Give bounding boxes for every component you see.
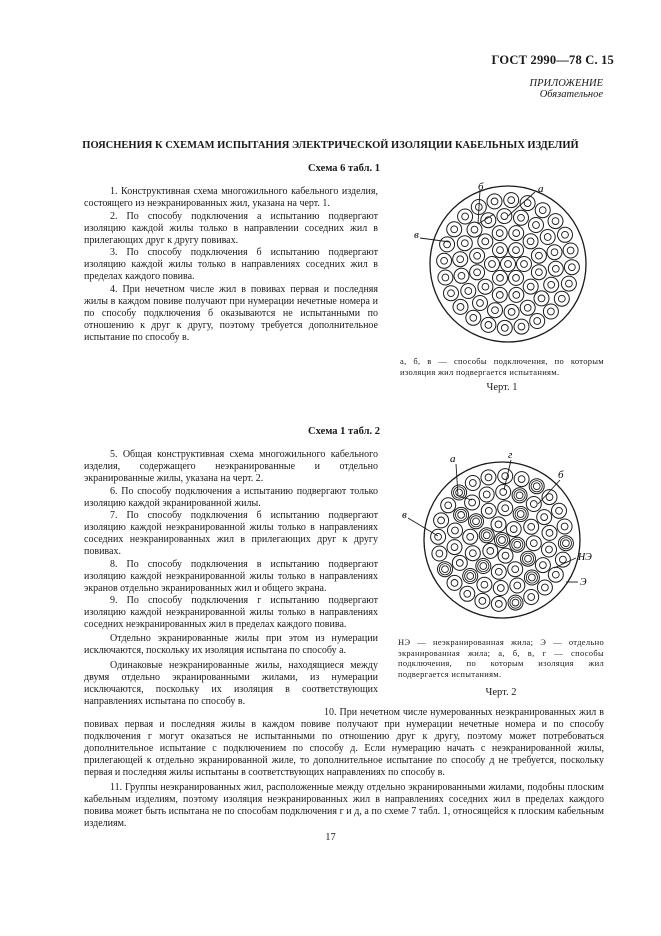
cable-core [493, 243, 508, 258]
section1-heading: Схема 6 табл. 1 [308, 163, 380, 174]
figure-2-name: Черт. 2 [485, 687, 517, 698]
fig2-label-a: а [450, 453, 456, 465]
cable-core-conductor [464, 590, 471, 597]
cable-core [548, 567, 563, 582]
cable-core-conductor [482, 283, 489, 290]
section2-paragraph-7: 7. По способу подключения б испытанию подвергают изоляцию каждой неэкранированной жилы только в направлениях соседних неэкранированных жил в прилегающих друг к другу повивах. [84, 510, 378, 557]
cable-core [542, 542, 557, 557]
cable-core-conductor [471, 226, 478, 233]
section1-text [84, 186, 378, 344]
section2-text [84, 449, 378, 709]
cable-core-conductor [495, 601, 502, 608]
cable-core [542, 525, 557, 540]
cable-core-conductor [458, 272, 465, 279]
cable-core [461, 284, 476, 299]
cable-core-conductor [525, 555, 532, 562]
paragraph-11: 11. Группы неэкранированных жил, расположенные между отдельно экранированными жилами, подобны плоским кабельным изделиям, поэтому изоляция неэкранированных жил в направлениях соседних жил в пределах каждого повива может быть испытана не по способам подключения г и д, а по схеме 7 табл. 1, относящейся к плоским кабельным изделиям. [84, 782, 604, 829]
cable-core-conductor [495, 568, 502, 575]
cable-core [497, 209, 512, 224]
cable-core [537, 510, 552, 525]
cable-core-conductor [491, 198, 498, 205]
cable-core [478, 279, 493, 294]
section2-paragraph-excluded: Отдельно экранированные жилы при этом из нумерации исключаются, поскольку их изоляция испытана по способу а. [84, 633, 378, 656]
cable-core [510, 578, 525, 593]
cable-core [524, 590, 539, 605]
cable-core-conductor [512, 599, 519, 606]
cable-core-conductor [513, 230, 520, 237]
cable-core-conductor [438, 517, 445, 524]
section1-paragraph-4: 4. При нечетном числе жил в повивах первая и последняя жилы в каждом повиве получают при нумерации нечетные номера и по способу подключения б оказываются не испытанными по отношению к друг к другу, поэтому требуется дополнительное испытание по способу в. [84, 283, 378, 343]
cable-core-conductor [563, 540, 570, 547]
cable-core-conductor [442, 566, 449, 573]
cable-core-conductor [500, 489, 507, 496]
cable-core [452, 555, 467, 570]
cable-core-shield [510, 597, 521, 608]
cable-core-conductor [462, 213, 469, 220]
appendix-label [530, 78, 604, 100]
paragraph-10: 10. При нечетном числе нумерованных неэкранированных жил в повивах первая и последняя жилы в каждом повиве получают при нумерации нечетные номера и по способу подключения г могут оказаться не испытанными по отношению друг к другу, поэтому может потребоваться дополнительное испытание с подключением по способу д. Если нумерацию начать с неэкранированной жилы, прилегающей к отдельно экранированной жиле, то дополнительное испытание по способу д не требуется, поскольку первая и последняя жилы испытаны в соответствующих направлениях по способу в. [84, 707, 604, 778]
cable-core [440, 237, 455, 252]
cable-core-conductor [548, 308, 555, 315]
cable-core [509, 226, 524, 241]
cable-core [481, 503, 496, 518]
cable-core [520, 300, 535, 315]
cable-core-conductor [502, 505, 509, 512]
cable-core-conductor [514, 541, 521, 548]
cable-core-shield [478, 560, 489, 571]
cable-core [492, 226, 507, 241]
cable-core [497, 320, 512, 335]
fig2-label-g: г [508, 449, 513, 461]
cable-core-conductor [529, 574, 536, 581]
cable-core [517, 257, 532, 272]
cable-core-conductor [501, 325, 508, 332]
cable-core [481, 317, 496, 332]
cable-core [548, 214, 563, 229]
section2-paragraph-5: 5. Общая конструктивная схема многожильного кабельного изделия, содержащего неэкранированные и отдельно экранированные жилы, указана на черт. 2. [84, 449, 378, 484]
cable-core-conductor [533, 222, 540, 229]
cable-core [448, 523, 463, 538]
cable-core-conductor [518, 214, 525, 221]
cable-core-conductor [528, 523, 535, 530]
cable-core-conductor [499, 537, 506, 544]
cable-core-conductor [497, 585, 504, 592]
cable-core-conductor [546, 546, 553, 553]
cable-core-conductor [502, 552, 509, 559]
cable-core-conductor [505, 261, 512, 268]
cable-core [498, 501, 513, 516]
section1-paragraph-3: 3. По способу подключения б испытанию подвергают изоляцию каждой жилы только в направлениях соседних жил в пределах каждого повива. [84, 247, 378, 282]
cable-core-conductor [467, 533, 474, 540]
cable-core [479, 487, 494, 502]
cable-core-conductor [461, 240, 468, 247]
cable-core-conductor [516, 492, 523, 499]
appendix-subtitle: Обязательное [539, 89, 603, 100]
cable-core-conductor [527, 238, 534, 245]
cable-core [514, 319, 529, 334]
cable-core [535, 558, 550, 573]
cable-core-shield [470, 516, 481, 527]
cable-core-conductor [469, 550, 476, 557]
cable-core [475, 593, 490, 608]
cable-core [540, 230, 555, 245]
cable-core-conductor [451, 544, 458, 551]
cable-core [526, 536, 541, 551]
cable-core-conductor [539, 207, 546, 214]
cable-core [561, 276, 576, 291]
cable-core [470, 248, 485, 263]
cable-core-shield [522, 553, 533, 564]
cable-core [509, 243, 524, 258]
cable-core [506, 522, 521, 537]
cable-core-conductor [546, 530, 553, 537]
cable-core [493, 581, 508, 596]
cable-core [488, 303, 503, 318]
cable-core [458, 209, 473, 224]
cable-core-conductor [497, 275, 504, 282]
cable-core-conductor [457, 304, 464, 311]
cable-core-conductor [566, 280, 573, 287]
cable-core [509, 270, 524, 285]
cable-core [557, 519, 572, 534]
cable-core [514, 472, 529, 487]
cable-core [498, 469, 513, 484]
cable-core [457, 236, 472, 251]
cable-core-conductor [485, 322, 492, 329]
cable-core-shield [560, 538, 571, 549]
fig2-label-b: б [558, 469, 564, 481]
cable-core-conductor [508, 197, 515, 204]
cable-core-conductor [528, 594, 535, 601]
cable-core [514, 210, 529, 225]
cable-core-shield [481, 530, 492, 541]
section2-paragraph-6: 6. По способу подключения а испытанию подвергают только изоляцию каждой экранированной жилы. [84, 485, 378, 509]
section2-paragraph-identical: Одинаковые неэкранированные жилы, находящиеся между двумя отдельно экранированными жилами, из нумерации исключаются, поскольку их изоляция в соответствующих направлениях испытана по способу в. [84, 660, 378, 707]
cable-core-conductor [542, 584, 549, 591]
cable-core-conductor [556, 507, 563, 514]
fig1-label-v: в [414, 229, 419, 241]
cable-core-conductor [546, 494, 553, 501]
cable-core-conductor [448, 290, 455, 297]
cable-core [454, 268, 469, 283]
cable-core-shield [531, 481, 542, 492]
cable-core [543, 304, 558, 319]
cable-core-conductor [540, 562, 547, 569]
cable-core-conductor [534, 318, 541, 325]
cable-core-conductor [482, 238, 489, 245]
cable-core-conductor [562, 231, 569, 238]
cable-core-conductor [567, 247, 574, 254]
cable-core [552, 503, 567, 518]
cable-core [531, 265, 546, 280]
cable-core-conductor [480, 563, 487, 570]
figure-2-caption: НЭ — неэкранированная жила; Э — отдельно экранированная жила; а, б, в, г — способы подключения, по которым изоляция жил подвергается испытаниям. [398, 637, 604, 679]
cable-core-conductor [517, 511, 524, 518]
full-width-text [84, 707, 604, 831]
cable-core-conductor [473, 518, 480, 525]
cable-core-conductor [521, 261, 528, 268]
figure-1-name: Черт. 1 [486, 382, 518, 393]
cable-core-conductor [470, 314, 477, 321]
cable-core-conductor [530, 540, 537, 547]
appendix-title: ПРИЛОЖЕНИЕ [529, 78, 603, 89]
cable-core [487, 194, 502, 209]
cable-core [491, 564, 506, 579]
cable-core-conductor [467, 573, 474, 580]
cable-core-conductor [536, 269, 543, 276]
cable-core [548, 261, 563, 276]
section2-paragraph-8: 8. По способу подключения в испытанию подвергают изоляцию каждой неэкранированной жилы только в направлениях экранов отдельно экранированных жил и общего экрана. [84, 558, 378, 594]
figure-2-cable-diagram [398, 446, 604, 626]
cable-core [554, 291, 569, 306]
cable-core [558, 227, 573, 242]
cable-core [483, 543, 498, 558]
cable-core [529, 218, 544, 233]
cable-core [431, 529, 446, 544]
section1-paragraph-1: 1. Конструктивная схема многожильного кабельного изделия, состоящего из неэкранированных жил, указана на черт. 1. [84, 186, 378, 209]
section2-paragraph-9: 9. По способу подключения г испытанию подвергают изоляцию каждой неэкранированной жилы только в направлениях соседних неэкранированных жил в пределах каждого повива. [84, 595, 378, 630]
cable-core-conductor [512, 566, 519, 573]
cable-core-conductor [452, 527, 459, 534]
cable-core-conductor [469, 499, 476, 506]
cable-core-conductor [485, 474, 492, 481]
cable-core-conductor [485, 507, 492, 514]
cable-core [481, 213, 496, 228]
page-header-code: ГОСТ 2990—78 С. 15 [491, 53, 614, 67]
cable-core-conductor [518, 323, 525, 330]
cable-core [498, 548, 513, 563]
cable-core [531, 248, 546, 263]
cable-core-conductor [538, 295, 545, 302]
cable-core [453, 299, 468, 314]
cable-core [463, 529, 478, 544]
cable-core-conductor [489, 261, 496, 268]
cable-core [547, 245, 562, 260]
fig1-label-b: б [478, 181, 484, 193]
cable-core-conductor [496, 292, 503, 299]
cable-core [438, 270, 453, 285]
cable-core [526, 497, 541, 512]
cable-core-conductor [518, 476, 525, 483]
cable-core-conductor [569, 264, 576, 271]
cable-core [460, 586, 475, 601]
cable-core-conductor [524, 304, 531, 311]
cable-core [523, 234, 538, 249]
cable-core-conductor [451, 580, 458, 587]
cable-core [496, 485, 511, 500]
cable-core [509, 287, 524, 302]
cable-core [470, 265, 485, 280]
cable-core-conductor [479, 598, 486, 605]
cable-core [465, 476, 480, 491]
cable-core [534, 291, 549, 306]
cable-core-conductor [514, 582, 521, 589]
cable-core [524, 519, 539, 534]
cable-core-shield [526, 572, 537, 583]
cable-core-conductor [474, 269, 481, 276]
cable-core [504, 193, 519, 208]
cable-core-conductor [513, 292, 520, 299]
cable-core-conductor [458, 512, 465, 519]
cable-core-conductor [465, 288, 472, 295]
cable-core [485, 257, 500, 272]
cable-core [477, 577, 492, 592]
cable-core [441, 498, 456, 513]
cable-core-conductor [492, 307, 499, 314]
cable-core-shield [514, 490, 525, 501]
cable-core [491, 517, 506, 532]
cable-core-conductor [487, 548, 494, 555]
cable-core [537, 580, 552, 595]
cable-core-shield [465, 570, 476, 581]
cable-core-shield [512, 539, 523, 550]
cable-core-conductor [483, 491, 490, 498]
fig2-label-e: Э [580, 577, 587, 588]
section2-heading: Схема 1 табл. 2 [308, 426, 380, 437]
cable-core [437, 253, 452, 268]
cable-core-conductor [477, 300, 484, 307]
cable-core-conductor [445, 502, 452, 509]
cable-core-shield [439, 564, 450, 575]
cable-core [504, 304, 519, 319]
fig2-label-v: в [402, 509, 407, 521]
cable-core [465, 546, 480, 561]
cable-core-conductor [552, 265, 559, 272]
cable-core-conductor [457, 256, 464, 263]
cable-core-conductor [530, 501, 537, 508]
cable-core-conductor [436, 550, 443, 557]
cable-core [564, 260, 579, 275]
cable-core-conductor [481, 581, 488, 588]
cable-core-conductor [552, 218, 559, 225]
cable-core-conductor [561, 523, 568, 530]
cable-core-conductor [442, 274, 449, 281]
cable-core-conductor [513, 247, 520, 254]
cable-core [434, 513, 449, 528]
cable-core-conductor [501, 213, 508, 220]
cable-core-conductor [558, 295, 565, 302]
cable-core [493, 270, 508, 285]
cable-core-conductor [551, 249, 558, 256]
cable-core [444, 286, 459, 301]
cable-core-conductor [527, 283, 534, 290]
cable-core-conductor [474, 252, 481, 259]
cable-core-conductor [495, 521, 502, 528]
cable-core [535, 203, 550, 218]
cable-core [523, 279, 538, 294]
cable-core [501, 257, 516, 272]
cable-core-conductor [441, 257, 448, 264]
cable-core-conductor [560, 556, 567, 563]
cable-core [478, 234, 493, 249]
figure-1-caption: а, б, в — способы подключения, по которым изоляция жил подвергается испытаниям. [400, 356, 604, 377]
cable-core-conductor [456, 489, 463, 496]
cable-core-shield [496, 534, 507, 545]
cable-core [481, 470, 496, 485]
page-number: 17 [325, 832, 336, 843]
cable-core [466, 310, 481, 325]
figure-1-cable-diagram [400, 178, 600, 353]
cable-core [491, 596, 506, 611]
cable-core-conductor [497, 247, 504, 254]
section1-paragraph-2: 2. По способу подключения а испытанию подвергают изоляцию каждой жилы только в направлении соседних жил в прилегающих друг к другу повивах. [84, 210, 378, 246]
cable-core [447, 222, 462, 237]
cable-core-conductor [451, 226, 458, 233]
cable-core-conductor [510, 526, 517, 533]
cable-core-shield [515, 508, 526, 519]
fig1-label-a: а [538, 183, 544, 195]
fig2-label-ne: НЭ [578, 552, 592, 563]
cable-core [508, 562, 523, 577]
cable-core [492, 287, 507, 302]
cable-core-shield [456, 509, 467, 520]
cable-core [530, 314, 545, 329]
cable-core [447, 575, 462, 590]
cable-core [467, 222, 482, 237]
cable-core [447, 540, 462, 555]
cable-core-conductor [496, 230, 503, 237]
cable-core [555, 552, 570, 567]
cable-core-conductor [513, 275, 520, 282]
cable-core [465, 495, 480, 510]
cable-core-conductor [456, 560, 463, 567]
cable-core-conductor [541, 514, 548, 521]
cable-core [432, 546, 447, 561]
cable-core [563, 243, 578, 258]
cable-core-conductor [469, 480, 476, 487]
cable-core [544, 277, 559, 292]
main-title: ПОЯСНЕНИЯ К СХЕМАМ ИСПЫТАНИЯ ЭЛЕКТРИЧЕСКОЙ ИЗОЛЯЦИИ КАБЕЛЬНЫХ ИЗДЕЛИЙ [82, 140, 579, 151]
cable-core-conductor [548, 281, 555, 288]
cable-core [473, 296, 488, 311]
cable-core-conductor [533, 483, 540, 490]
cable-core-conductor [544, 234, 551, 241]
cable-core [453, 252, 468, 267]
cable-core-conductor [552, 571, 559, 578]
cable-core-conductor [483, 532, 490, 539]
cable-core-conductor [508, 309, 515, 316]
cable-core-conductor [536, 252, 543, 259]
